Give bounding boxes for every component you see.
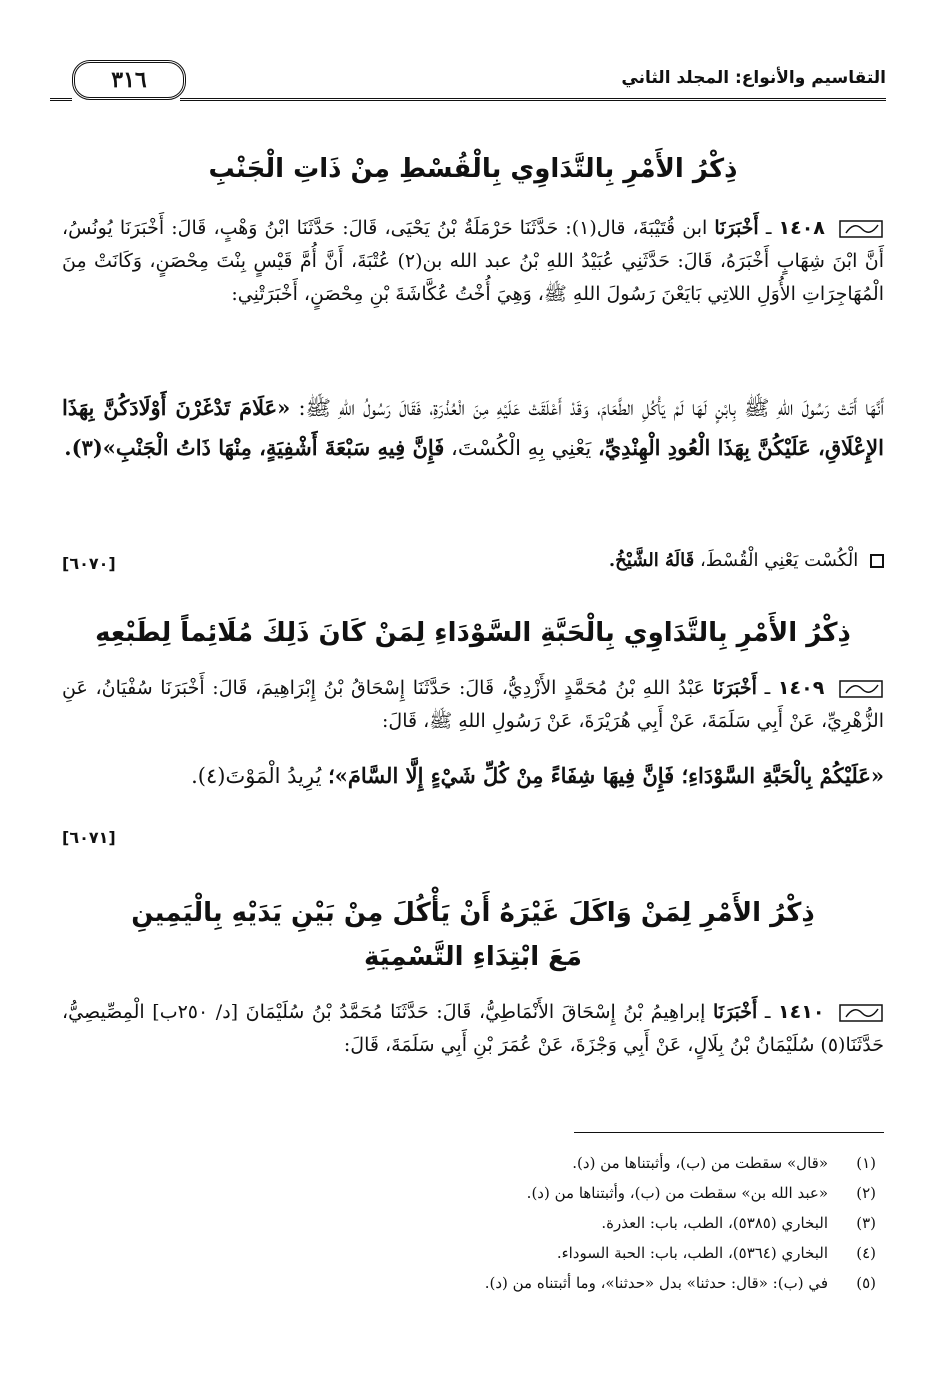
section-heading-1: ذِكْرُ الأَمْرِ بِالتَّدَاوِي بِالْقُسْطِ مِنْ ذَاتِ الْجَنْبِ [208,154,738,184]
footnote-item [485,1178,876,1208]
footnote-text: البخاري (٥٣٨٥)، الطب، باب: العذرة. [601,1214,828,1232]
hadith-number: ١٤٠٨ [778,217,825,239]
page-header [50,60,886,100]
reference-6070: [٦٠٧٠] [62,554,116,573]
footnote-text: «عبد الله بن» سقطت من (ب)، وأثبتناها من (د). [526,1184,828,1202]
note-attribution: قَالَهُ الشَّيْخُ. [608,550,695,571]
footnote-text: في (ب): «قال: حدثنا» بدل «حدثنا»، وما أثبتناه من (د). [484,1274,828,1292]
matn-quote-end: فَإِنَّ فِيهِ سَبْعَةَ أَشْفِيَةٍ، مِنْهَا ذَاتُ الْجَنْبِ»(٣). [64,435,445,460]
note-marker-icon [870,554,884,568]
matn-middle: يَعْنِي بِهِ الْكُسْتَ، [451,436,592,460]
hadith-1409-isnad [62,672,884,738]
footnote-item [485,1268,876,1298]
hadith-1410-isnad [62,996,884,1062]
footnote-text: «قال» سقطت من (ب)، وأثبتناها من (د). [572,1154,828,1172]
khabar-word: أَخْبَرَنَا [712,677,757,699]
footnote-number: (٢) [856,1184,876,1202]
isnad-text: عَبْدُ اللهِ بْنُ مُحَمَّدٍ الأَزْدِيُّ، قَالَ: حَدَّثَنَا إِسْحَاقُ بْنُ إِبْرَاهِيمَ، قَالَ: أَخْبَرَنَا سُفْيَانُ، عَنِ الزُّهْرِيِّ، عَنْ أَبِي سَلَمَةَ، عَنْ أَبِي هُرَيْرَةَ، عَنْ رَسُولِ اللهِ ﷺ، قَالَ: [62,677,884,732]
footnotes [485,1148,876,1298]
matn-quote: «عَلَيْكُمْ بِالْحَبَّةِ السَّوْدَاءِ؛ فَإِنَّ فِيهَا شِفَاءً مِنْ كُلِّ شَيْءٍ إِلَّا السَّامَ»؛ [328,763,884,788]
khabar-word: أَخْبَرَنَا [714,217,759,239]
editor-note [609,550,884,571]
footnote-number: (٤) [856,1244,876,1262]
matn-end: يُرِيدُ الْمَوْتَ(٤). [191,764,322,788]
isnad-text: إبراهِيمُ بْنُ إِسْحَاقَ الأَنْمَاطِيُّ، قَالَ: حَدَّثَنَا مُحَمَّدُ بْنُ سُلَيْمَانَ [د/ ٢٥٠ب] الْمِصِّيصِيُّ، حَدَّثَنَا(٥) سُلَيْمَانُ بْنُ بِلَالٍ، عَنْ أَبِي وَجْزَةَ، عَنْ عُمَرَ بْنِ أَبِي سَلَمَةَ، قَالَ: [62,1001,884,1056]
footnote-number: (١) [856,1154,876,1172]
isnad-text: ابن قُتَيْبَةَ، قال(١): حَدَّثَنَا حَرْمَلَةُ بْنُ يَحْيَى، قَالَ: حَدَّثَنَا ابْنُ وَهْبٍ، قَالَ: أَخْبَرَنَا يُونُسُ، أَنَّ ابْنَ شِهَابٍ أَخْبَرَهُ، قَالَ: حَدَّثَنِي عُبَيْدُ اللهِ بْنُ عبد الله بن(٢) عُتْبَةَ، أَنَّ أُمَّ قَيْسٍ بِنْتَ مِحْصَنٍ، وَكَانَتْ مِنَ الْمُهَاجِرَاتِ الأُوَلِ اللاتِي بَايَعْنَ رَسُولَ اللهِ ﷺ، وَهِيَ أُخْتُ عُكَّاشَةَ بْنِ مِحْصَنٍ، أَخْبَرَتْنِي: [62,217,885,305]
footnote-rule [574,1132,884,1133]
hadith-number: ١٤١٠ [778,1001,825,1023]
matn-intro: أَنَّهَا أَتَتْ رَسُولَ اللهِ ﷺ بِابْنٍ لَهَا لَمْ يَأْكُلِ الطَّعَامَ، وَقَدْ أَعْلَقَتْ عَلَيْهِ مِنَ الْعُذْرَةِ، فَقَالَ رَسُولُ اللهِ ﷺ: [298,396,884,420]
matn-quote: «عَلَامَ تَدْغَرْنَ أَوْلَادَكُنَّ بِهَذَا الإِعْلَاقِ، عَلَيْكُنَّ بِهَذَا الْعُودِ الْهِنْدِيِّ، [62,395,884,460]
section-heading-3-line2: مَعَ ابْتِدَاءِ التَّسْمِيَةِ [363,942,583,972]
footnote-item [485,1148,876,1178]
footnote-number: (٣) [856,1214,876,1232]
section-heading-2: ذِكْرُ الأَمْرِ بِالتَّدَاوِي بِالْحَبَّةِ السَّوْدَاءِ لِمَنْ كَانَ ذَلِكَ مُلَائِماً لِطَبْعِهِ [95,618,851,648]
header-rule [180,98,886,101]
footnote-number: (٥) [856,1274,876,1292]
reference-6071: [٦٠٧١] [62,828,116,847]
dash: ـ [758,217,772,239]
hadith-1409-matn [62,756,884,796]
page-number: ٣١٦ [72,60,186,100]
header-rule-left [50,98,72,101]
section-heading-3: ذِكْرُ الأَمْرِ لِمَنْ وَاكَلَ غَيْرَهُ أَنْ يَأْكُلَ مِنْ بَيْنِ يَدَيْهِ بِالْيَمِينِ [131,898,815,928]
dash: ـ [757,1001,771,1023]
khabar-word: أَخْبَرَنَا [712,1001,758,1023]
note-text: الْكُسْت يَعْنِي الْقُسْطَ، [699,550,859,571]
hadith-ornament-icon [838,1001,884,1025]
hadith-ornament-icon [838,677,884,701]
footnote-text: البخاري (٥٣٦٤)، الطب، باب: الحبة السوداء. [556,1244,828,1262]
running-title: التقاسيم والأنواع: المجلد الثاني [621,68,886,88]
hadith-ornament-icon [838,217,884,241]
hadith-number: ١٤٠٩ [777,677,825,699]
hadith-1408-matn [62,388,884,468]
dash: ـ [756,677,771,699]
footnote-item [485,1208,876,1238]
hadith-1408-isnad [62,212,884,311]
footnote-item [485,1238,876,1268]
